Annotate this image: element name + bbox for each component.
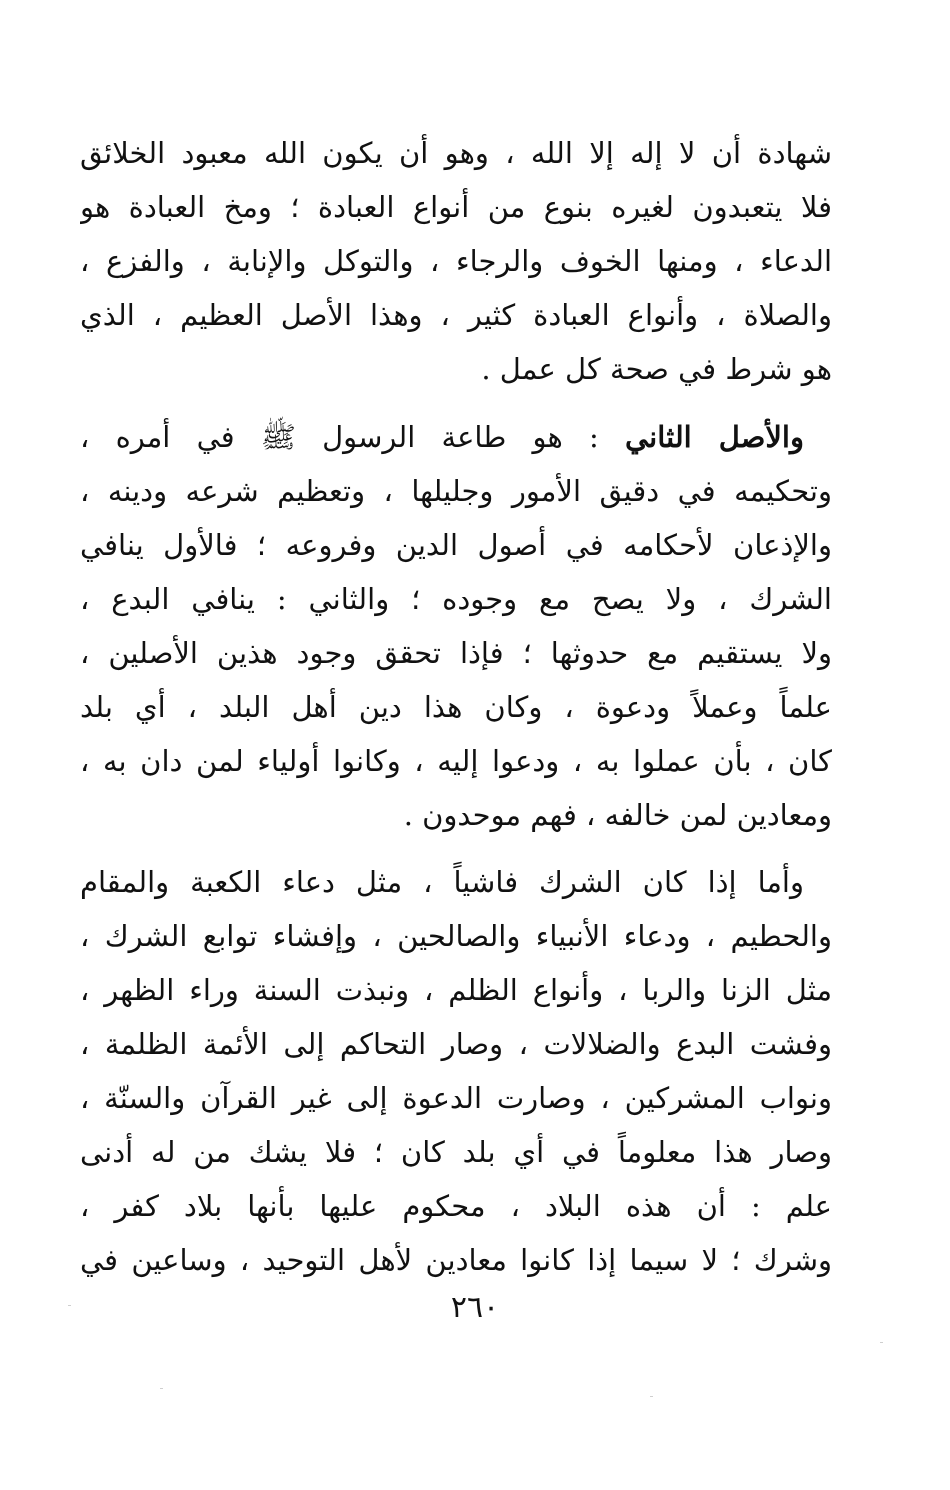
scan-speck <box>650 1396 653 1397</box>
paragraph-3-line-1: وأما إذا كان الشرك فاشياً ، مثل دعاء الكعبة والمقام <box>80 865 804 899</box>
paragraph-1-line-5: هو شرط في صحة كل عمل . <box>481 352 832 386</box>
paragraph-1-line-3: الدعاء ، ومنها الخوف والرجاء ، والتوكل والإنابة ، والفزع ، <box>80 244 832 278</box>
paragraph-2-line-5: ولا يستقيم مع حدوثها ؛ فإذا تحقق وجود هذين الأصلين ، <box>80 636 832 670</box>
paragraph-2-line-4: الشرك ، ولا يصح مع وجوده ؛ والثاني : ينافي البدع ، <box>80 582 832 616</box>
paragraph-2-lead: والأصل الثاني <box>624 420 804 454</box>
scan-speck <box>160 1388 163 1389</box>
paragraph-3-line-4: وفشت البدع والضلالات ، وصار التحاكم إلى الأئمة الظلمة ، <box>80 1027 832 1061</box>
paragraph-1-line-1: شهادة أن لا إله إلا الله ، وهو أن يكون الله معبود الخلائق <box>80 136 832 170</box>
paragraph-3-line-5: ونواب المشركين ، وصارت الدعوة إلى غير القرآن والسنّة ، <box>80 1081 832 1115</box>
paragraph-3-line-2: والحطيم ، ودعاء الأنبياء والصالحين ، وإفشاء توابع الشرك ، <box>80 919 832 953</box>
paragraph-3-line-8: وشرك ؛ لا سيما إذا كانوا معادين لأهل التوحيد ، وساعين في <box>80 1243 832 1277</box>
paragraph-3 <box>80 855 832 1287</box>
paragraph-3-line-6: وصار هذا معلوماً في أي بلد كان ؛ فلا يشك من له أدنى <box>80 1135 832 1169</box>
paragraph-2-line-1 <box>80 410 832 464</box>
paragraph-1 <box>80 126 832 396</box>
paragraph-1-line-4: والصلاة ، وأنواع العبادة كثير ، وهذا الأصل العظيم ، الذي <box>80 298 832 332</box>
paragraph-3-line-3: مثل الزنا والربا ، وأنواع الظلم ، ونبذت السنة وراء الظهر ، <box>80 973 832 1007</box>
page-number: ٢٦٠ <box>450 1290 500 1325</box>
paragraph-2-line-3: والإذعان لأحكامه في أصول الدين وفروعه ؛ فالأول ينافي <box>80 528 832 562</box>
paragraph-2-line-2: وتحكيمه في دقيق الأمور وجليلها ، وتعظيم شرعه ودينه ، <box>80 474 832 508</box>
paragraph-2 <box>80 410 832 842</box>
paragraph-3-line-7: علم : أن هذه البلاد ، محكوم عليها بأنها بلاد كفر ، <box>80 1189 832 1223</box>
paragraph-2-line-6: علماً وعملاً ودعوة ، وكان هذا دين أهل البلد ، أي بلد <box>80 690 832 724</box>
scan-speck <box>68 1305 71 1306</box>
scan-speck <box>880 1342 883 1343</box>
paragraph-2-line-8: ومعادين لمن خالفه ، فهم موحدون . <box>403 798 832 832</box>
paragraph-1-line-2: فلا يتعبدون لغيره بنوع من أنواع العبادة ؛ ومخ العبادة هو <box>80 190 832 224</box>
paragraph-2-line-1-text: : هو طاعة الرسول ﷺ في أمره ، <box>80 420 599 454</box>
paragraph-2-line-7: كان ، بأن عملوا به ، ودعوا إليه ، وكانوا أولياء لمن دان به ، <box>80 744 832 778</box>
